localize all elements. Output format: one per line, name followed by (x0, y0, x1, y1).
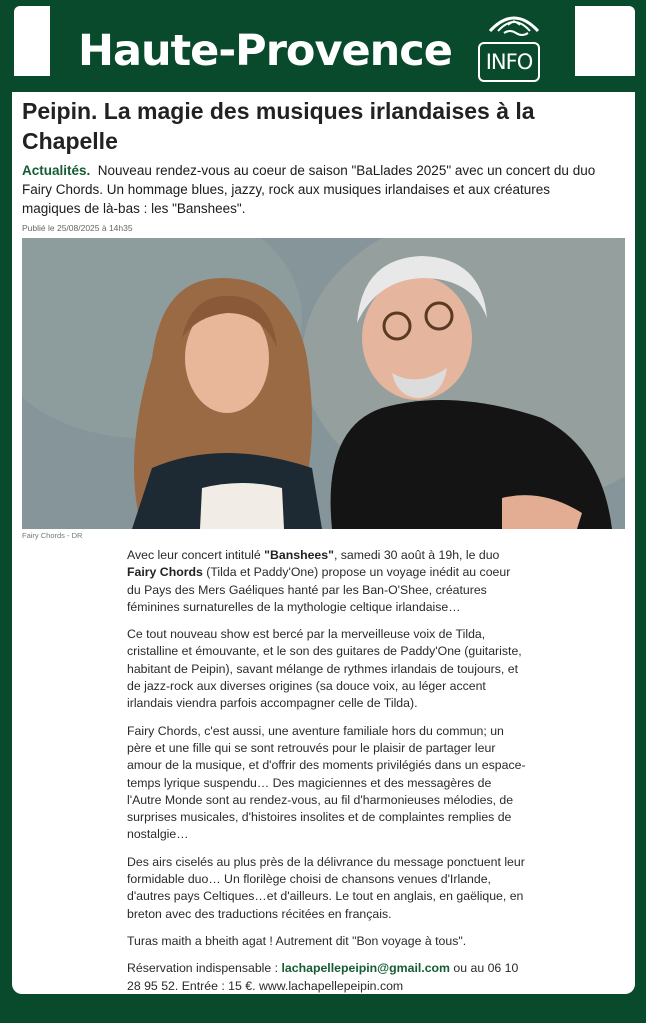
paragraph (127, 547, 527, 616)
article-body (127, 547, 527, 1005)
text-run: Avec leur concert intitulé (127, 548, 265, 562)
left-tab (14, 6, 50, 76)
right-tab (575, 6, 635, 76)
text-run: , samedi 30 août à 19h, le duo (333, 548, 500, 562)
text-run: ou au 06 10 28 95 52. Entrée : 15 €. www.lachapellepeipin.com (127, 961, 519, 993)
email-link[interactable]: lachapellepeipin@gmail.com (281, 961, 450, 976)
lead-text: Nouveau rendez-vous au coeur de saison "BaLlades 2025" avec un concert du duo Fairy Chords. Un hommage blues, jazzy, rock aux musiques irlandaises et aux créatures magiques de là-bas : les "Banshees". (22, 163, 596, 216)
text-run: (Tilda et Paddy'One) propose un voyage inédit au coeur du Pays des Mers Gaéliques hanté par les Ban-O'Shee, créatures féminines surnaturelles de la mythologie celtique irlandaise… (127, 565, 511, 614)
bottom-strip (0, 1000, 646, 1023)
photo-caption: Fairy Chords - DR (22, 531, 83, 540)
text-run: Réservation indispensable : (127, 961, 282, 976)
paragraph: Turas maith a bheith agat ! Autrement dit "Bon voyage à tous". (127, 933, 467, 948)
article-title: Peipin. La magie des musiques irlandaises à la Chapelle (22, 98, 535, 154)
photo-illustration (22, 238, 625, 529)
paragraph: Ce tout nouveau show est bercé par la merveilleuse voix de Tilda, cristalline et émouvante, et le son des guitares de Paddy'One (guitariste, habitant de Peipin), savant mélange de rythmes irlandais de toujours, et de jazz-rock aux diverses origines (sa douce voix, au léger accent irlandais viendra parfois accompagner celle de Tilda). (127, 627, 522, 711)
article-photo (22, 238, 625, 529)
brand-info-badge: INFO (478, 42, 540, 82)
paragraph: Des airs ciselés au plus près de la délivrance du message ponctuent leur formidable duo… Un florilège choisi de chansons venues d'Irlande, d'autres pays Celtiques…et d'ailleurs. Le tout en anglais, en gaëlique, en breton avec des traductions récitées en français. (127, 854, 525, 921)
paragraph (127, 960, 527, 995)
article-lead (22, 161, 612, 218)
sun-logo-icon (484, 3, 544, 39)
bold-text: Fairy Chords (127, 565, 203, 580)
brand-logo[interactable]: Haute-Provence (78, 26, 452, 76)
paragraph: Fairy Chords, c'est aussi, une aventure familiale hors du commun; un père et une fille qui se sont retrouvés pour le plaisir de partager leur amour de la musique, et d'offrir des moments privilégiés dans un espace-temps lyrique suspendu… Des magiciennes et des messagères de l'Autre Monde sont au rendez-vous, au fil d'harmonieuses mélodies, de surprises musicales, d'histoires insolites et de complaintes remplies de nostalgie… (127, 723, 526, 842)
article-card (12, 92, 635, 994)
publish-date: Publié le 25/08/2025 à 14h35 (22, 223, 133, 233)
section-label[interactable]: Actualités. (22, 163, 91, 178)
masthead[interactable] (50, 0, 575, 94)
bold-text: "Banshees" (264, 548, 334, 562)
